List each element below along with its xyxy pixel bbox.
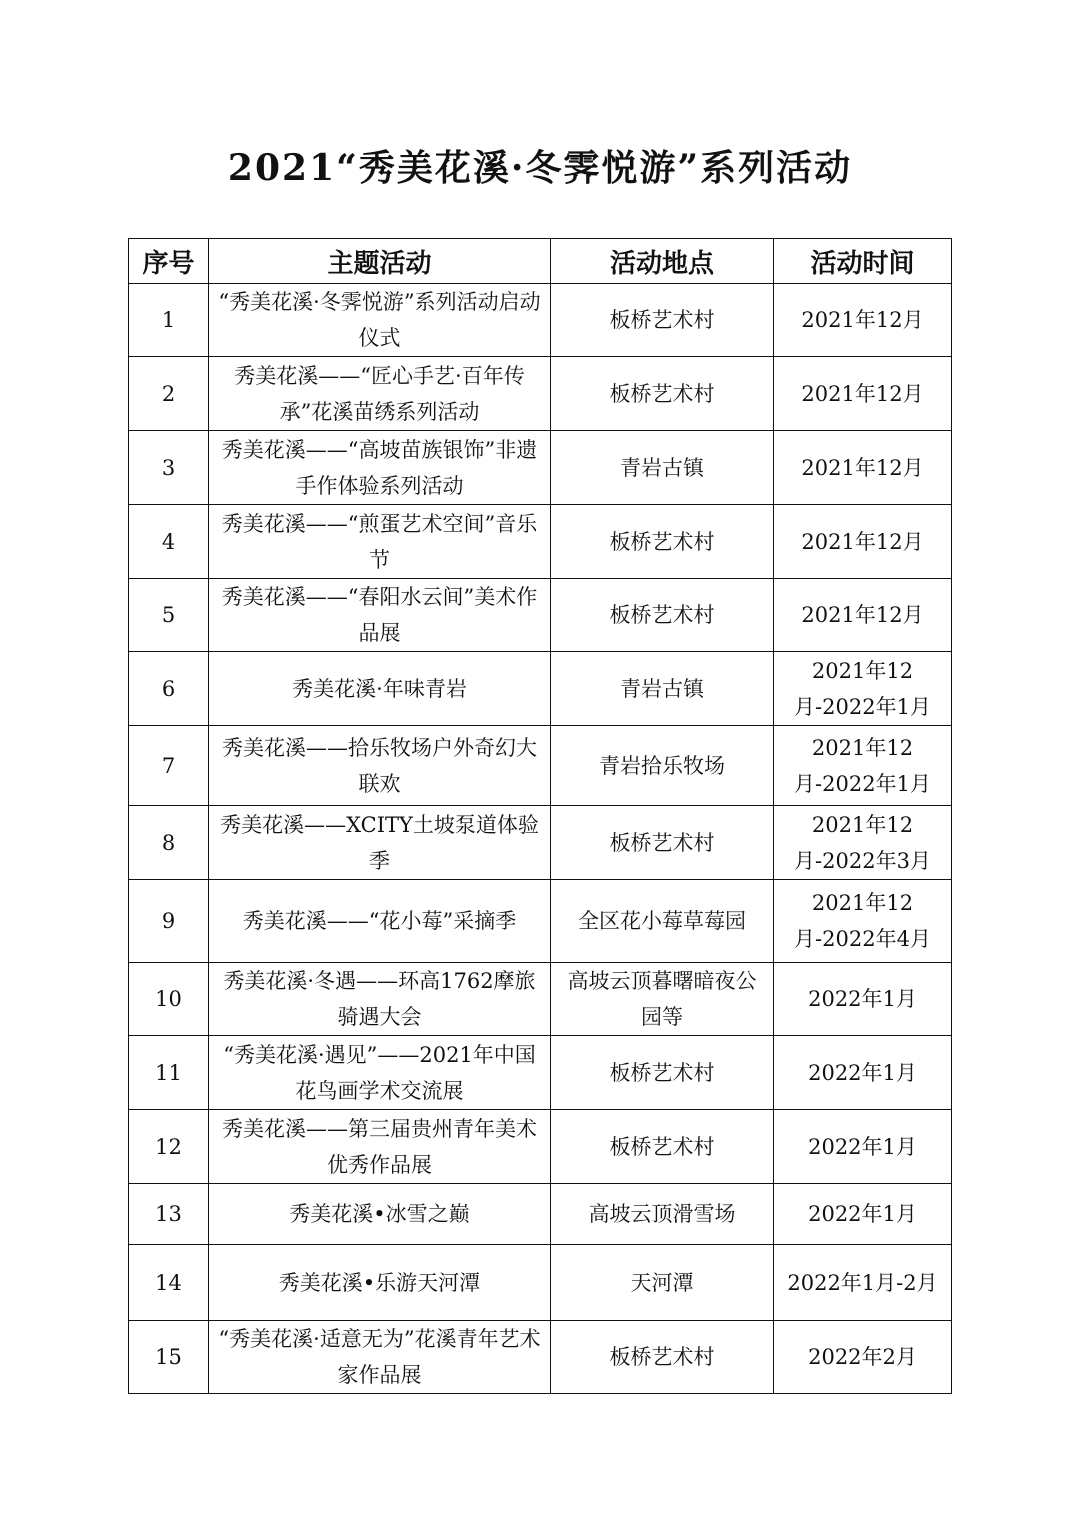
table-row <box>129 505 952 579</box>
table-row <box>129 1321 952 1394</box>
cell-no: 15 <box>129 1321 209 1394</box>
cell-place: 板桥艺术村 <box>551 1321 774 1394</box>
cell-place: 板桥艺术村 <box>551 806 774 880</box>
table-row <box>129 1245 952 1321</box>
cell-place: 青岩拾乐牧场 <box>551 726 774 806</box>
cell-time: 2022年1月 <box>774 1184 952 1245</box>
table-row <box>129 652 952 726</box>
cell-place: 青岩古镇 <box>551 652 774 726</box>
cell-theme: 秀美花溪——“花小莓”采摘季 <box>209 880 551 963</box>
cell-theme: 秀美花溪——XCITY土坡泵道体验季 <box>209 806 551 880</box>
cell-no: 14 <box>129 1245 209 1321</box>
cell-no: 5 <box>129 579 209 652</box>
table-row <box>129 726 952 806</box>
cell-theme: “秀美花溪·冬霁悦游”系列活动启动仪式 <box>209 284 551 357</box>
header-time: 活动时间 <box>774 239 952 284</box>
cell-place: 板桥艺术村 <box>551 505 774 579</box>
cell-no: 13 <box>129 1184 209 1245</box>
header-theme: 主题活动 <box>209 239 551 284</box>
table-row <box>129 284 952 357</box>
cell-no: 12 <box>129 1110 209 1184</box>
cell-theme: “秀美花溪·适意无为”花溪青年艺术家作品展 <box>209 1321 551 1394</box>
activity-table <box>128 238 952 1394</box>
cell-no: 11 <box>129 1036 209 1110</box>
cell-time: 2021年12月-2022年4月 <box>774 880 952 963</box>
cell-theme: 秀美花溪——“煎蛋艺术空间”音乐节 <box>209 505 551 579</box>
cell-no: 7 <box>129 726 209 806</box>
cell-theme: 秀美花溪——第三届贵州青年美术优秀作品展 <box>209 1110 551 1184</box>
table-row <box>129 1036 952 1110</box>
cell-place: 青岩古镇 <box>551 431 774 505</box>
cell-place: 高坡云顶暮曙暗夜公园等 <box>551 963 774 1036</box>
cell-theme: 秀美花溪·冬遇——环高1762摩旅骑遇大会 <box>209 963 551 1036</box>
cell-no: 8 <box>129 806 209 880</box>
cell-time: 2021年12月 <box>774 357 952 431</box>
table-row <box>129 880 952 963</box>
cell-theme: 秀美花溪•乐游天河潭 <box>209 1245 551 1321</box>
cell-place: 板桥艺术村 <box>551 1110 774 1184</box>
table-row <box>129 357 952 431</box>
cell-time: 2021年12月 <box>774 431 952 505</box>
cell-theme: 秀美花溪•冰雪之巅 <box>209 1184 551 1245</box>
cell-time: 2022年1月 <box>774 963 952 1036</box>
cell-theme: “秀美花溪·遇见”——2021年中国花鸟画学术交流展 <box>209 1036 551 1110</box>
cell-place: 天河潭 <box>551 1245 774 1321</box>
table-row <box>129 431 952 505</box>
cell-theme: 秀美花溪——“高坡苗族银饰”非遗手作体验系列活动 <box>209 431 551 505</box>
cell-theme: 秀美花溪——“匠心手艺·百年传承”花溪苗绣系列活动 <box>209 357 551 431</box>
cell-no: 9 <box>129 880 209 963</box>
cell-place: 板桥艺术村 <box>551 357 774 431</box>
cell-time: 2021年12月-2022年1月 <box>774 652 952 726</box>
cell-no: 1 <box>129 284 209 357</box>
cell-place: 全区花小莓草莓园 <box>551 880 774 963</box>
cell-place: 板桥艺术村 <box>551 1036 774 1110</box>
cell-time: 2022年1月-2月 <box>774 1245 952 1321</box>
cell-no: 3 <box>129 431 209 505</box>
cell-theme: 秀美花溪——“春阳水云间”美术作品展 <box>209 579 551 652</box>
cell-time: 2022年1月 <box>774 1110 952 1184</box>
cell-place: 板桥艺术村 <box>551 284 774 357</box>
cell-time: 2022年1月 <box>774 1036 952 1110</box>
table-header-row <box>129 239 952 284</box>
cell-time: 2022年2月 <box>774 1321 952 1394</box>
table-row <box>129 963 952 1036</box>
table-row <box>129 579 952 652</box>
cell-place: 高坡云顶滑雪场 <box>551 1184 774 1245</box>
table-row <box>129 1110 952 1184</box>
page-title: 2021“秀美花溪·冬霁悦游”系列活动 <box>227 147 853 189</box>
table-row <box>129 1184 952 1245</box>
cell-theme: 秀美花溪——拾乐牧场户外奇幻大联欢 <box>209 726 551 806</box>
cell-no: 10 <box>129 963 209 1036</box>
table-row <box>129 806 952 880</box>
cell-time: 2021年12月 <box>774 579 952 652</box>
cell-time: 2021年12月-2022年1月 <box>774 726 952 806</box>
cell-time: 2021年12月-2022年3月 <box>774 806 952 880</box>
header-no: 序号 <box>129 239 209 284</box>
cell-place: 板桥艺术村 <box>551 579 774 652</box>
header-place: 活动地点 <box>551 239 774 284</box>
cell-time: 2021年12月 <box>774 284 952 357</box>
cell-no: 4 <box>129 505 209 579</box>
cell-no: 2 <box>129 357 209 431</box>
cell-time: 2021年12月 <box>774 505 952 579</box>
cell-no: 6 <box>129 652 209 726</box>
cell-theme: 秀美花溪·年味青岩 <box>209 652 551 726</box>
